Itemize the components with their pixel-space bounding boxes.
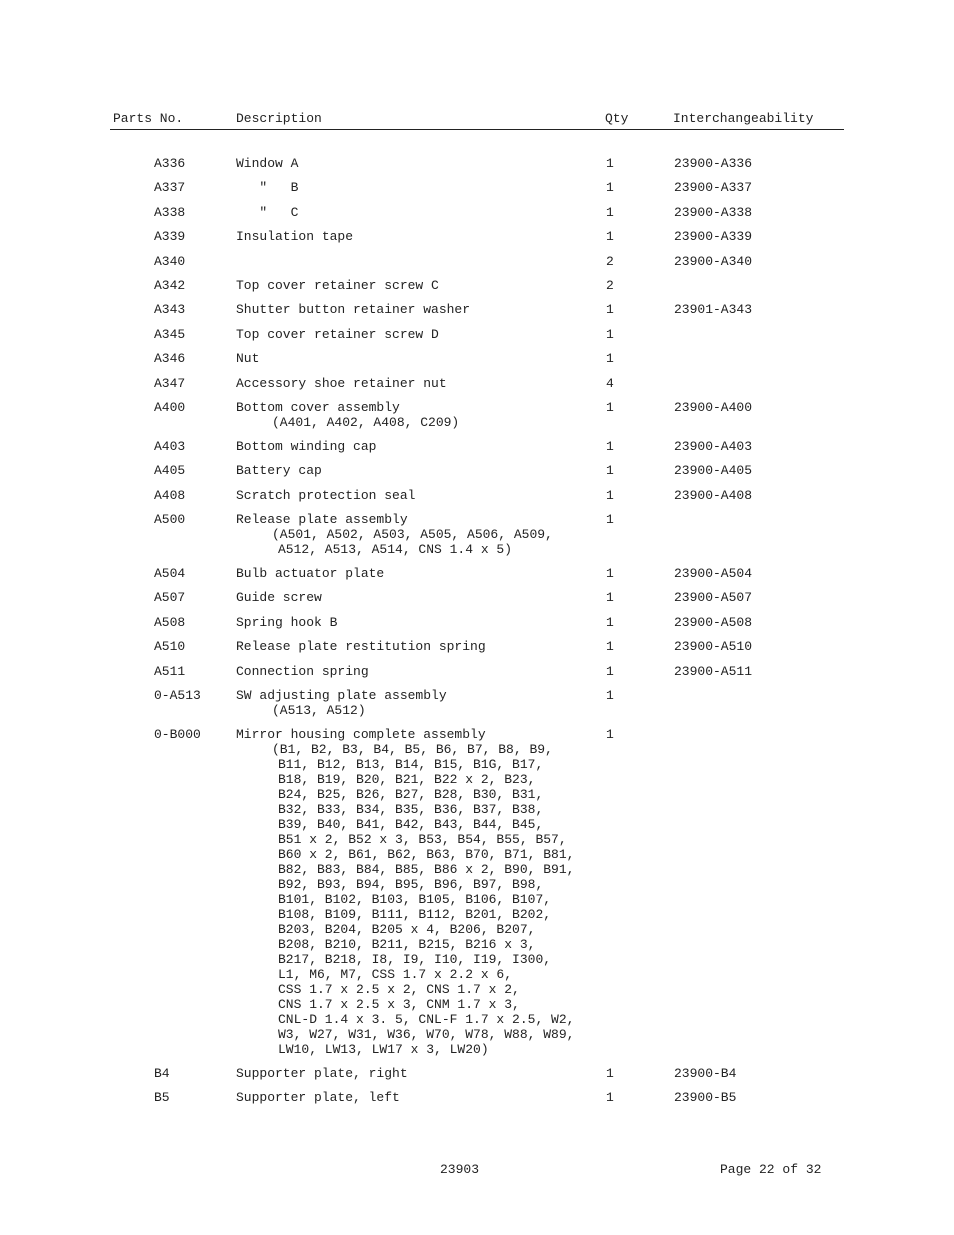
part-number: A345 (154, 326, 186, 342)
description-subparts: B11, B12, B13, B14, B15, B1G, B17, (278, 757, 544, 773)
table-row (0, 590, 954, 614)
description-block (236, 400, 954, 430)
description-subparts: L1, M6, M7, CSS 1.7 x 2.2 x 6, (278, 967, 513, 983)
table-row (0, 351, 954, 375)
description-subparts: (A401, A402, A408, C209) (272, 414, 460, 430)
interchangeability-code: 23901-A343 (674, 302, 753, 318)
interchangeability-code: 23900-A337 (674, 180, 753, 196)
description-subparts: B60 x 2, B61, B62, B63, B70, B71, B81, (278, 847, 575, 863)
description: Release plate restitution spring (236, 639, 486, 655)
description: Guide screw (236, 590, 322, 606)
description-subparts: B39, B40, B41, B42, B43, B44, B45, (278, 817, 544, 833)
quantity: 1 (606, 204, 614, 220)
part-number: A403 (154, 438, 186, 454)
interchangeability-code: 23900-A504 (674, 566, 753, 582)
description: Accessory shoe retainer nut (236, 375, 447, 391)
table-row (0, 688, 954, 727)
table-row (0, 180, 954, 204)
interchangeability-code: 23900-A405 (674, 463, 753, 479)
quantity: 1 (606, 438, 614, 454)
description-subparts: B51 x 2, B52 x 3, B53, B54, B55, B57, (278, 832, 567, 848)
description: Bottom cover assembly (236, 399, 400, 415)
part-number: A504 (154, 566, 186, 582)
description-block (236, 512, 954, 557)
part-number: 0-A513 (154, 688, 201, 704)
interchangeability-code: 23900-A338 (674, 204, 753, 220)
quantity: 1 (606, 487, 614, 503)
description-subparts: W3, W27, W31, W36, W70, W78, W88, W89, (278, 1027, 575, 1043)
description-subparts: B18, B19, B20, B21, B22 x 2, B23, (278, 772, 536, 788)
interchangeability-code: 23900-B5 (674, 1090, 737, 1106)
description-block (236, 688, 954, 718)
description-subparts: B101, B102, B103, B105, B106, B107, (278, 892, 552, 908)
description: Nut (236, 351, 260, 367)
description-subparts: LW10, LW13, LW17 x 3, LW20) (278, 1042, 489, 1058)
interchangeability-code: 23900-B4 (674, 1066, 737, 1082)
interchangeability-code: 23900-A403 (674, 438, 753, 454)
description-subparts: B217, B218, I8, I9, I10, I19, I300, (278, 952, 552, 968)
interchangeability-code: 23900-A340 (674, 253, 753, 269)
part-number: A339 (154, 229, 186, 245)
description: SW adjusting plate assembly (236, 688, 447, 704)
description: Top cover retainer screw D (236, 326, 439, 342)
description: Connection spring (236, 663, 369, 679)
part-number: A346 (154, 351, 186, 367)
table-header (110, 110, 844, 130)
quantity: 1 (606, 180, 614, 196)
table-row (0, 664, 954, 688)
header-qty: Qty (605, 111, 629, 126)
description-block (236, 727, 954, 1057)
quantity: 1 (606, 302, 614, 318)
part-number: A408 (154, 487, 186, 503)
table-row (0, 727, 954, 1066)
quantity: 1 (606, 566, 614, 582)
description-subparts: B203, B204, B205 x 4, B206, B207, (278, 922, 536, 938)
quantity: 1 (606, 663, 614, 679)
table-row (0, 327, 954, 351)
quantity: 1 (606, 1066, 614, 1082)
quantity: 1 (606, 399, 614, 415)
part-number: A340 (154, 253, 186, 269)
description: Window A (236, 156, 299, 171)
quantity: 1 (606, 229, 614, 245)
table-row (0, 639, 954, 663)
part-number: A343 (154, 302, 186, 318)
description: Scratch protection seal (236, 487, 416, 503)
interchangeability-code: 23900-A408 (674, 487, 753, 503)
description-subparts: B32, B33, B34, B35, B36, B37, B38, (278, 802, 544, 818)
part-number: A337 (154, 180, 186, 196)
description-subparts: B82, B83, B84, B85, B86 x 2, B90, B91, (278, 862, 575, 878)
description-subparts: (B1, B2, B3, B4, B5, B6, B7, B8, B9, (272, 742, 553, 758)
quantity: 1 (606, 351, 614, 367)
table-row (0, 376, 954, 400)
interchangeability-code: 23900-A510 (674, 639, 753, 655)
description: " B (236, 180, 299, 196)
quantity: 2 (606, 277, 614, 293)
description: Top cover retainer screw C (236, 277, 439, 293)
description: Insulation tape (236, 229, 354, 245)
part-number: A336 (154, 156, 186, 171)
table-row (0, 302, 954, 326)
table-row (0, 229, 954, 253)
description: Battery cap (236, 463, 322, 479)
part-number: A510 (154, 639, 186, 655)
part-number: A347 (154, 375, 186, 391)
part-number: A508 (154, 614, 186, 630)
table-row (0, 566, 954, 590)
description: Mirror housing complete assembly (236, 727, 486, 743)
description: Release plate assembly (236, 512, 408, 528)
header-interchangeability: Interchangeability (673, 111, 814, 126)
description: Supporter plate, right (236, 1066, 408, 1082)
interchangeability-code: 23900-A507 (674, 590, 753, 606)
part-number: A400 (154, 399, 186, 415)
quantity: 1 (606, 463, 614, 479)
description: Bulb actuator plate (236, 566, 385, 582)
part-number: A405 (154, 463, 186, 479)
interchangeability-code: 23900-A400 (674, 399, 753, 415)
quantity: 1 (606, 326, 614, 342)
table-row (0, 463, 954, 487)
description-subparts: CNS 1.7 x 2.5 x 3, CNM 1.7 x 3, (278, 997, 520, 1013)
interchangeability-code: 23900-A336 (674, 156, 753, 171)
header-description: Description (236, 111, 322, 126)
description: Spring hook B (236, 614, 338, 630)
quantity: 1 (606, 639, 614, 655)
description: Bottom winding cap (236, 438, 377, 454)
part-number: B4 (154, 1066, 170, 1082)
quantity: 1 (606, 727, 614, 743)
header-part-no: Parts No. (113, 111, 184, 126)
table-row (0, 205, 954, 229)
description: Shutter button retainer washer (236, 302, 471, 318)
table-row (0, 1090, 954, 1114)
quantity: 1 (606, 688, 614, 704)
description: " C (236, 204, 299, 220)
table-row (0, 400, 954, 439)
table-row (0, 156, 954, 180)
part-number: 0-B000 (154, 727, 201, 743)
part-number: A342 (154, 277, 186, 293)
quantity: 1 (606, 1090, 614, 1106)
description-subparts: B92, B93, B94, B95, B96, B97, B98, (278, 877, 544, 893)
interchangeability-code: 23900-A339 (674, 229, 753, 245)
table-row (0, 278, 954, 302)
interchangeability-code: 23900-A508 (674, 614, 753, 630)
part-number: A338 (154, 204, 186, 220)
table-row (0, 1066, 954, 1090)
part-number: A500 (154, 512, 186, 528)
description-subparts: CNL-D 1.4 x 3. 5, CNL-F 1.7 x 2.5, W2, (278, 1012, 575, 1028)
quantity: 1 (606, 614, 614, 630)
part-number: B5 (154, 1090, 170, 1106)
parts-table-body (0, 156, 954, 1115)
description: Supporter plate, left (236, 1090, 400, 1106)
footer-model-code: 23903 (440, 1162, 480, 1177)
quantity: 2 (606, 253, 614, 269)
description-subparts: (A513, A512) (272, 703, 366, 719)
description-subparts: B208, B210, B211, B215, B216 x 3, (278, 937, 536, 953)
part-number: A507 (154, 590, 186, 606)
quantity: 1 (606, 590, 614, 606)
table-row (0, 254, 954, 278)
quantity: 1 (606, 512, 614, 528)
table-row (0, 439, 954, 463)
part-number: A511 (154, 663, 186, 679)
quantity: 1 (606, 156, 614, 171)
table-row (0, 488, 954, 512)
description-subparts: (A501, A502, A503, A505, A506, A509, (272, 527, 553, 543)
description-subparts: B24, B25, B26, B27, B28, B30, B31, (278, 787, 544, 803)
table-row (0, 512, 954, 566)
quantity: 4 (606, 375, 614, 391)
description-subparts: CSS 1.7 x 2.5 x 2, CNS 1.7 x 2, (278, 982, 520, 998)
interchangeability-code: 23900-A511 (674, 663, 753, 679)
description-subparts: A512, A513, A514, CNS 1.4 x 5) (278, 542, 513, 558)
description-subparts: B108, B109, B111, B112, B201, B202, (278, 907, 552, 923)
table-row (0, 615, 954, 639)
footer-page-number: Page 22 of 32 (720, 1162, 822, 1177)
